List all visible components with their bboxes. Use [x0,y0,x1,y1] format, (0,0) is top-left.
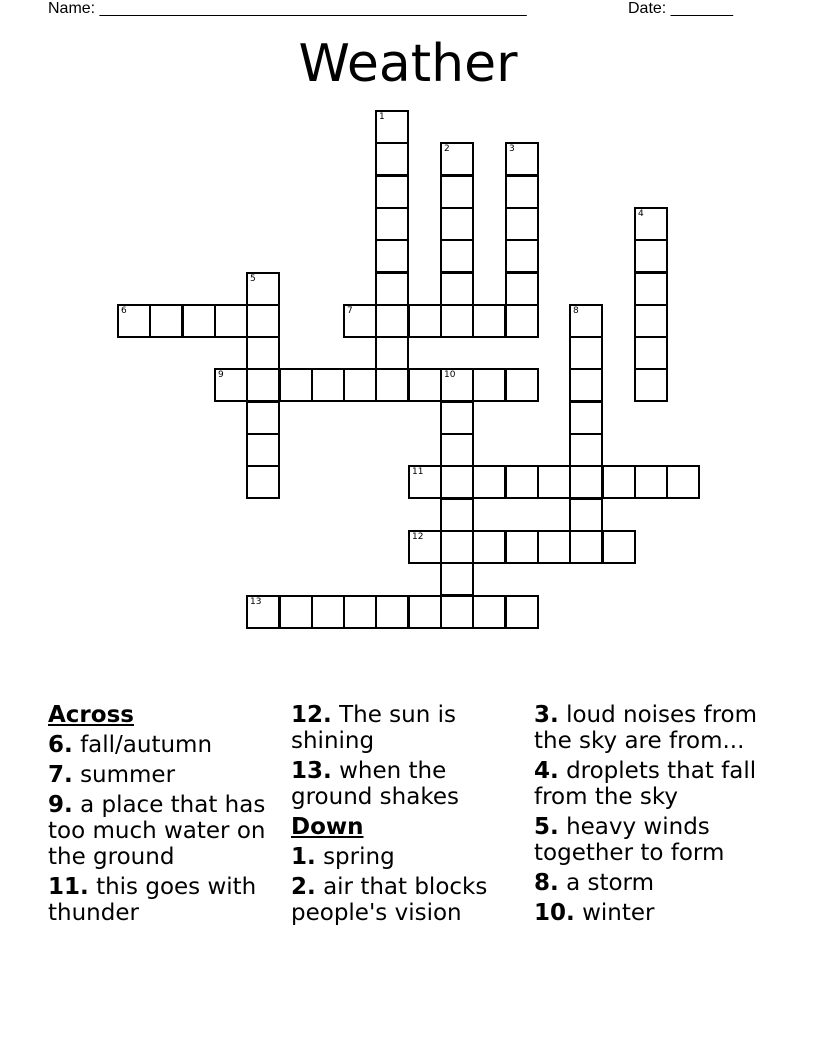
cell-number: 1 [379,112,385,122]
clue-text: droplets that fall from the sky [534,758,757,810]
grid-cell[interactable] [569,336,603,370]
grid-cell[interactable] [666,465,700,499]
grid-cell[interactable] [505,368,539,402]
cell-number: 11 [412,467,424,477]
clue-number: 5. [534,814,559,840]
grid-cell[interactable] [505,272,539,306]
grid-cell[interactable] [505,595,539,629]
grid-cell[interactable] [214,368,248,402]
clue-down-5 [534,814,774,866]
clue-text: a place that has too much water on the ground [48,792,266,870]
grid-cell[interactable] [440,530,474,564]
grid-cell[interactable] [440,175,474,209]
clue-across-13 [291,758,531,810]
clue-down-2 [291,874,531,926]
grid-cell[interactable] [634,368,668,402]
grid-cell[interactable] [375,595,409,629]
grid-cell[interactable] [505,142,539,176]
grid-cell[interactable] [375,207,409,241]
grid-cell[interactable] [311,368,345,402]
grid-cell[interactable] [440,562,474,596]
grid-cell[interactable] [408,368,442,402]
grid-cell[interactable] [408,304,442,338]
grid-cell[interactable] [375,175,409,209]
clue-text: when the ground shakes [291,758,459,810]
date-line[interactable]: _______ [670,0,733,17]
grid-cell[interactable] [440,498,474,532]
grid-cell[interactable] [537,530,571,564]
grid-cell[interactable] [440,595,474,629]
grid-cell[interactable] [505,207,539,241]
clue-number: 12. [291,702,332,728]
grid-cell[interactable] [440,272,474,306]
clue-number: 13. [291,758,332,784]
grid-cell[interactable] [214,304,248,338]
clues-column-2 [291,702,531,930]
clue-text: fall/autumn [80,732,213,758]
grid-cell[interactable] [472,304,506,338]
clue-down-10 [534,900,774,926]
grid-cell[interactable] [149,304,183,338]
grid-cell[interactable] [408,595,442,629]
grid-cell[interactable] [440,207,474,241]
clue-down-3 [534,702,774,754]
clue-across-6 [48,732,288,758]
cell-number: 4 [638,209,644,219]
grid-cell[interactable] [246,595,280,629]
grid-cell[interactable] [440,239,474,273]
grid-cell[interactable] [375,239,409,273]
cell-number: 5 [250,274,256,284]
grid-cell[interactable] [634,465,668,499]
clue-across-11 [48,874,288,926]
grid-cell[interactable] [246,272,280,306]
grid-cell[interactable] [246,465,280,499]
grid-cell[interactable] [602,530,636,564]
grid-cell[interactable] [343,304,377,338]
name-label: Name: [48,0,96,17]
grid-cell[interactable] [569,530,603,564]
cell-number: 2 [444,144,450,154]
name-line[interactable]: ________________________________________________ [99,0,527,17]
grid-cell[interactable] [472,530,506,564]
puzzle-title: Weather [298,34,518,94]
across-heading: Across [48,702,134,728]
cell-number: 7 [347,306,353,316]
cell-number: 8 [573,306,579,316]
grid-cell[interactable] [440,142,474,176]
grid-cell[interactable] [440,465,474,499]
grid-cell[interactable] [440,304,474,338]
grid-cell[interactable] [472,595,506,629]
grid-cell[interactable] [440,401,474,435]
down-heading: Down [291,814,364,840]
grid-cell[interactable] [375,304,409,338]
clue-text: spring [323,844,395,870]
grid-cell[interactable] [634,336,668,370]
clue-text: winter [582,900,655,926]
date-label: Date: [628,0,667,17]
cell-number: 3 [509,144,515,154]
grid-cell[interactable] [569,465,603,499]
clues-column-1 [48,702,288,930]
grid-cell[interactable] [634,207,668,241]
grid-cell[interactable] [634,272,668,306]
cell-number: 13 [250,597,262,607]
grid-cell[interactable] [375,368,409,402]
grid-cell[interactable] [311,595,345,629]
grid-cell[interactable] [634,304,668,338]
clue-text: this goes with thunder [48,874,257,926]
cell-number: 6 [121,306,127,316]
clue-number: 6. [48,732,73,758]
grid-cell[interactable] [408,465,442,499]
cell-number: 9 [218,370,224,380]
grid-cell[interactable] [182,304,216,338]
cell-number: 10 [444,370,456,380]
clue-across-9 [48,792,288,870]
clue-number: 4. [534,758,559,784]
grid-cell[interactable] [472,368,506,402]
clue-across-7 [48,762,288,788]
grid-cell[interactable] [569,368,603,402]
clue-down-1 [291,844,531,870]
clue-number: 9. [48,792,73,818]
clue-text: a storm [566,870,654,896]
grid-cell[interactable] [569,498,603,532]
clue-across-12 [291,702,531,754]
clue-number: 8. [534,870,559,896]
clue-down-8 [534,870,774,896]
grid-cell[interactable] [246,368,280,402]
clue-number: 7. [48,762,73,788]
grid-cell[interactable] [246,401,280,435]
clue-text: summer [80,762,176,788]
grid-cell[interactable] [117,304,151,338]
grid-cell[interactable] [537,465,571,499]
grid-cell[interactable] [440,433,474,467]
grid-cell[interactable] [375,272,409,306]
clue-text: air that blocks people's vision [291,874,488,926]
grid-cell[interactable] [634,239,668,273]
grid-cell[interactable] [375,110,409,144]
clue-number: 3. [534,702,559,728]
grid-cell[interactable] [279,368,313,402]
grid-cell[interactable] [505,175,539,209]
grid-cell[interactable] [440,368,474,402]
clue-down-4 [534,758,774,810]
grid-cell[interactable] [569,304,603,338]
grid-cell[interactable] [246,433,280,467]
grid-cell[interactable] [505,530,539,564]
grid-cell[interactable] [246,304,280,338]
clue-text: The sun is shining [291,702,456,754]
grid-cell[interactable] [505,465,539,499]
clue-text: loud noises from the sky are from... [534,702,758,754]
clues-column-3 [534,702,774,930]
grid-cell[interactable] [375,336,409,370]
grid-cell[interactable] [343,595,377,629]
clue-number: 1. [291,844,316,870]
grid-cell[interactable] [569,401,603,435]
grid-cell[interactable] [505,304,539,338]
clue-number: 2. [291,874,316,900]
clue-number: 11. [48,874,89,900]
cell-number: 12 [412,532,424,542]
clue-text: heavy winds together to form [534,814,725,866]
grid-cell[interactable] [472,465,506,499]
grid-cell[interactable] [408,530,442,564]
grid-cell[interactable] [279,595,313,629]
clue-number: 10. [534,900,575,926]
grid-cell[interactable] [343,368,377,402]
grid-cell[interactable] [375,142,409,176]
grid-cell[interactable] [246,336,280,370]
grid-cell[interactable] [602,465,636,499]
grid-cell[interactable] [569,433,603,467]
grid-cell[interactable] [505,239,539,273]
